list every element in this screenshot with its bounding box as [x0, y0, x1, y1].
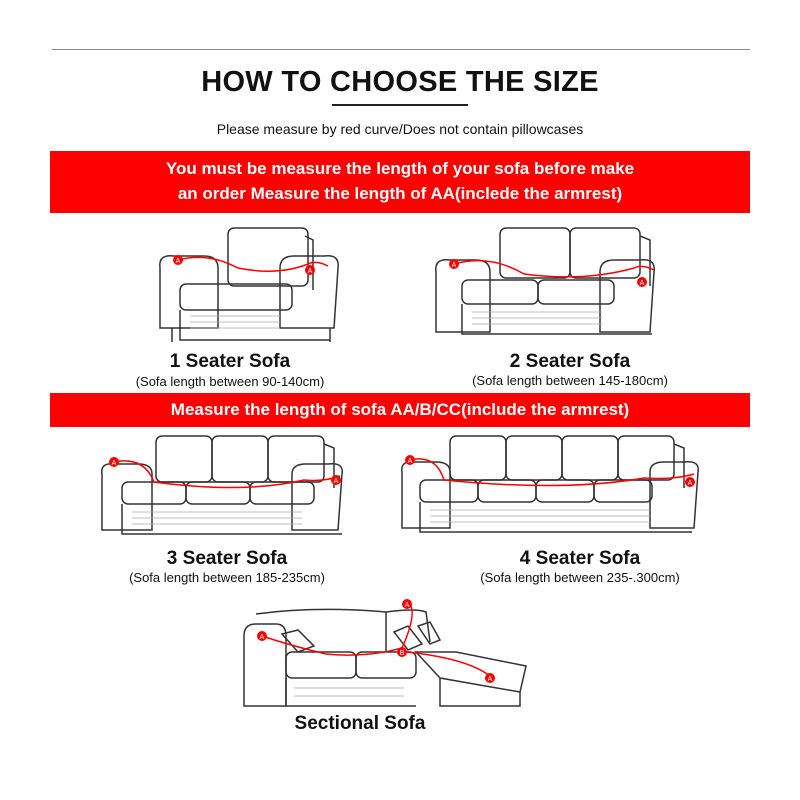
- three-seater-sofa-illustration: [96, 432, 366, 550]
- three-seater-marker-right: A: [333, 478, 339, 485]
- four-seater-name: 4 Seater Sofa: [519, 548, 641, 569]
- one-seater-marker-left: A: [175, 258, 181, 265]
- two-seater-marker-right: A: [639, 280, 645, 287]
- one-seater-range: (Sofa length between 90-140cm): [135, 374, 325, 389]
- sectional-marker-top: A: [404, 602, 410, 609]
- two-seater-sofa-illustration: [432, 222, 672, 347]
- top-divider: [52, 49, 750, 50]
- two-seater-range: (Sofa length between 145-180cm): [472, 373, 668, 388]
- measure-banner-middle: Measure the length of sofa AA/B/CC(include the armrest): [50, 393, 750, 427]
- measure-banner-top: [50, 151, 750, 213]
- title-underline: [332, 104, 468, 106]
- three-seater-name: 3 Seater Sofa: [166, 548, 288, 569]
- sectional-sofa-illustration: [234, 596, 530, 712]
- two-seater-name: 2 Seater Sofa: [509, 351, 631, 372]
- one-seater-marker-right: A: [307, 268, 313, 275]
- two-seater-marker-left: A: [451, 262, 457, 269]
- three-seater-marker-left: A: [111, 460, 117, 467]
- banner-top-line2: an order Measure the length of AA(inclede the armrest): [177, 184, 623, 203]
- one-seater-sofa-illustration: [150, 218, 350, 348]
- four-seater-range: (Sofa length between 235-.300cm): [480, 570, 680, 585]
- banner-top-line1: You must be measure the length of your sofa before make: [165, 159, 635, 178]
- sectional-marker-left: A: [259, 634, 265, 641]
- three-seater-range: (Sofa length between 185-235cm): [129, 570, 325, 585]
- page-title: HOW TO CHOOSE THE SIZE: [201, 66, 599, 98]
- four-seater-sofa-illustration: [398, 432, 720, 550]
- one-seater-name: 1 Seater Sofa: [169, 351, 291, 372]
- page-subtitle: Please measure by red curve/Does not contain pillowcases: [216, 121, 584, 137]
- sectional-marker-right: A: [487, 676, 493, 683]
- sectional-marker-mid: B: [399, 650, 405, 657]
- four-seater-marker-left: A: [407, 458, 413, 465]
- four-seater-marker-right: A: [687, 480, 693, 487]
- sectional-name: Sectional Sofa: [294, 713, 426, 734]
